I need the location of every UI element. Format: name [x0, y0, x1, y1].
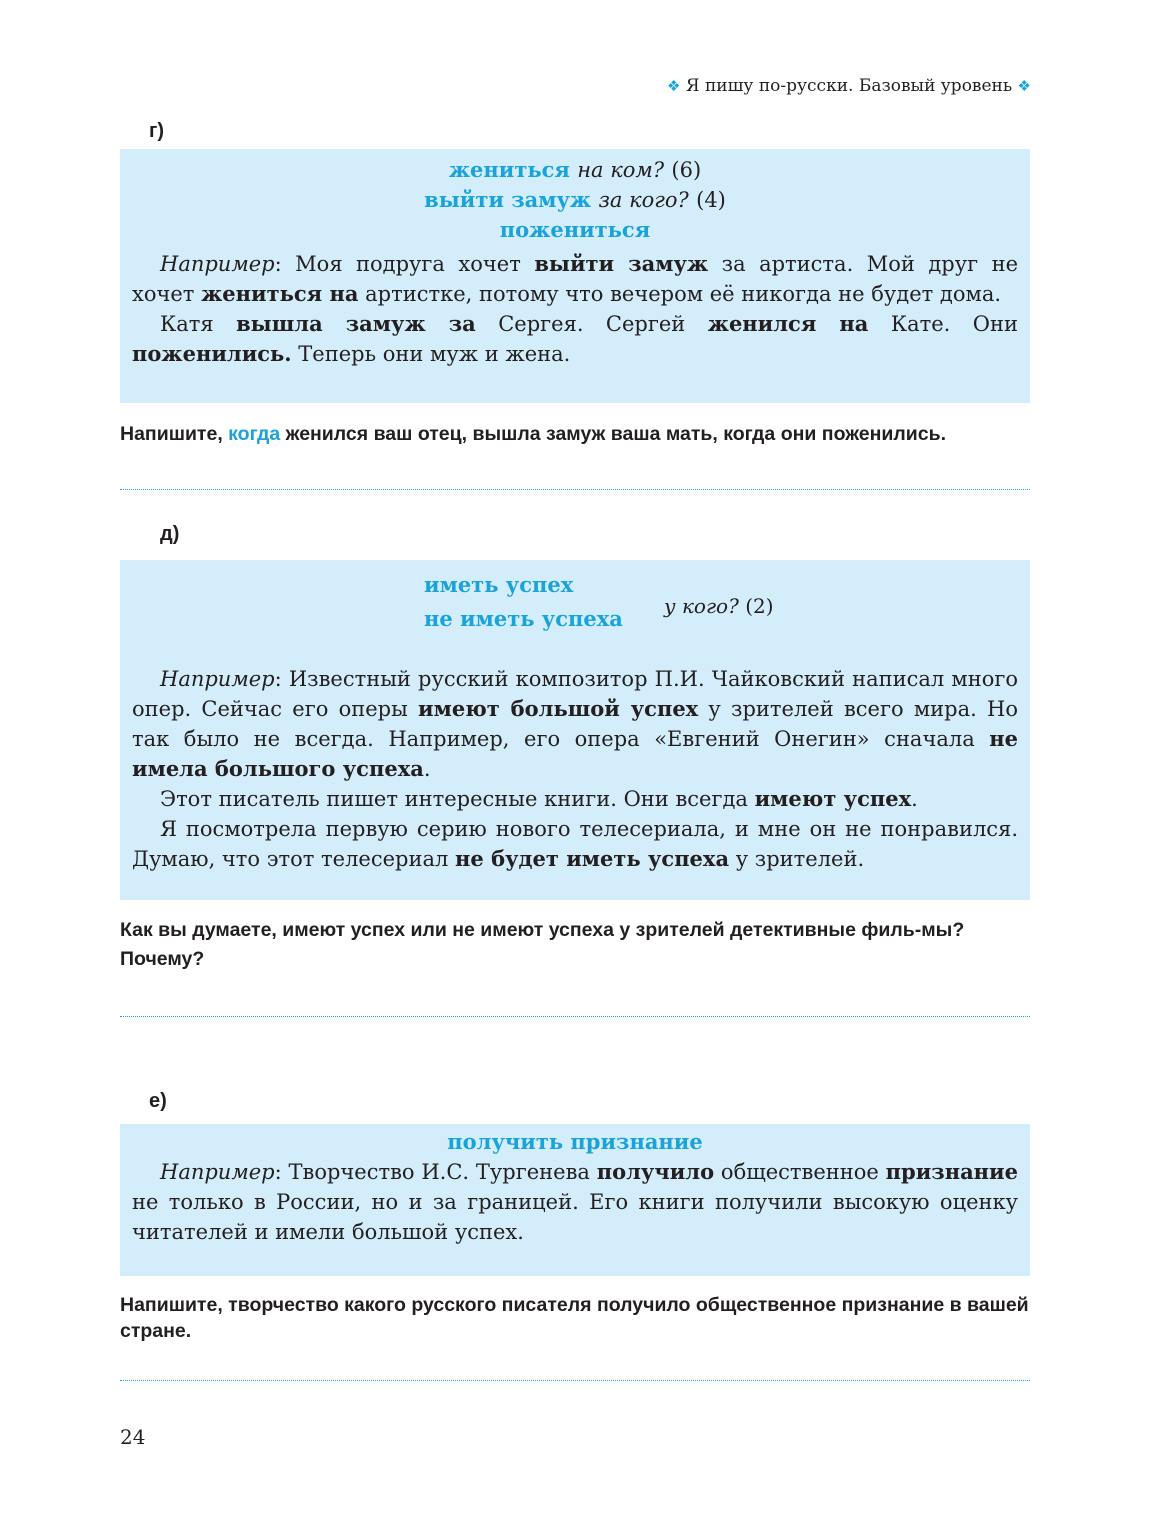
grammar-box-d: [120, 560, 1030, 900]
running-header: [667, 76, 1031, 96]
example-paragraph: Катя вышла замуж за Сергея. Сергей женился на Кате. Они поженились. Теперь они муж и жена.: [132, 311, 1018, 366]
grammar-heading-group: [132, 560, 1018, 640]
case-question: у кого?: [664, 594, 739, 618]
case-number: (6): [671, 158, 702, 182]
section-label-g: г): [149, 120, 164, 142]
verb-phrase: пожениться: [499, 217, 651, 242]
case-question: за кого?: [598, 188, 689, 212]
example-paragraph: Этот писатель пишет интересные книги. Они всегда имеют успех.: [160, 786, 918, 811]
page-number: 24: [120, 1425, 146, 1449]
grammar-heading: [132, 155, 1018, 185]
task-prompt-e: Напишите, творчество какого русского писателя получило общественное признание в вашей стране.: [120, 1294, 1029, 1342]
grammar-box-g: [120, 149, 1030, 403]
verb-phrase: иметь успех: [424, 572, 574, 597]
task-prompt-g: Напишите, когда женился ваш отец, вышла замуж ваша мать, когда они поженились.: [120, 423, 947, 445]
running-header-title: Я пишу по-русски. Базовый уровень: [685, 76, 1013, 96]
task-prompt-d: Как вы думаете, имеют успех или не имеют успеха у зрителей детективные филь-мы? Почему?: [120, 919, 965, 970]
grammar-heading: [132, 185, 1018, 215]
case-number: (2): [745, 594, 774, 618]
diamond-icon: ❖: [1017, 77, 1031, 95]
grammar-heading-group: [132, 155, 1018, 245]
answer-line[interactable]: [120, 1016, 1030, 1017]
example-paragraph: Например: Моя подруга хочет выйти замуж за артиста. Мой друг не хочет жениться на артистке, потому что вечером её никогда не будет дома.: [132, 251, 1018, 306]
verb-phrase: выйти замуж: [424, 187, 592, 212]
example-paragraph: Например: Творчество И.С. Тургенева получило общественное признание не только в России, но и за границей. Его книги получили высокую оценку читателей и имели большой успех.: [132, 1159, 1018, 1244]
grammar-box-e: [120, 1124, 1030, 1276]
verb-phrase: не иметь успеха: [424, 606, 623, 631]
verb-phrase: получить признание: [447, 1129, 703, 1154]
section-label-d: д): [160, 523, 180, 545]
answer-line[interactable]: [120, 1380, 1030, 1381]
diamond-icon: ❖: [666, 77, 681, 95]
case-question: на ком?: [577, 158, 665, 182]
answer-line[interactable]: [120, 489, 1030, 490]
example-paragraph: Например: Известный русский композитор П.И. Чайковский написал много опер. Сейчас его оперы имеют большой успех у зрителей всего мира. Но так было не всегда. Например, его опера «Евгений Онегин» сначала не имела большого успеха.: [132, 667, 1018, 781]
verb-phrase: жениться: [448, 157, 570, 182]
section-label-e: е): [149, 1090, 167, 1112]
example-paragraph: Я посмотрела первую серию нового телесериала, и мне он не понравился. Думаю, что этот телесериал не будет иметь успеха у зрителей.: [132, 817, 1018, 871]
case-number: (4): [696, 188, 726, 212]
case-question-group: [664, 594, 774, 618]
grammar-heading: [132, 215, 1018, 245]
